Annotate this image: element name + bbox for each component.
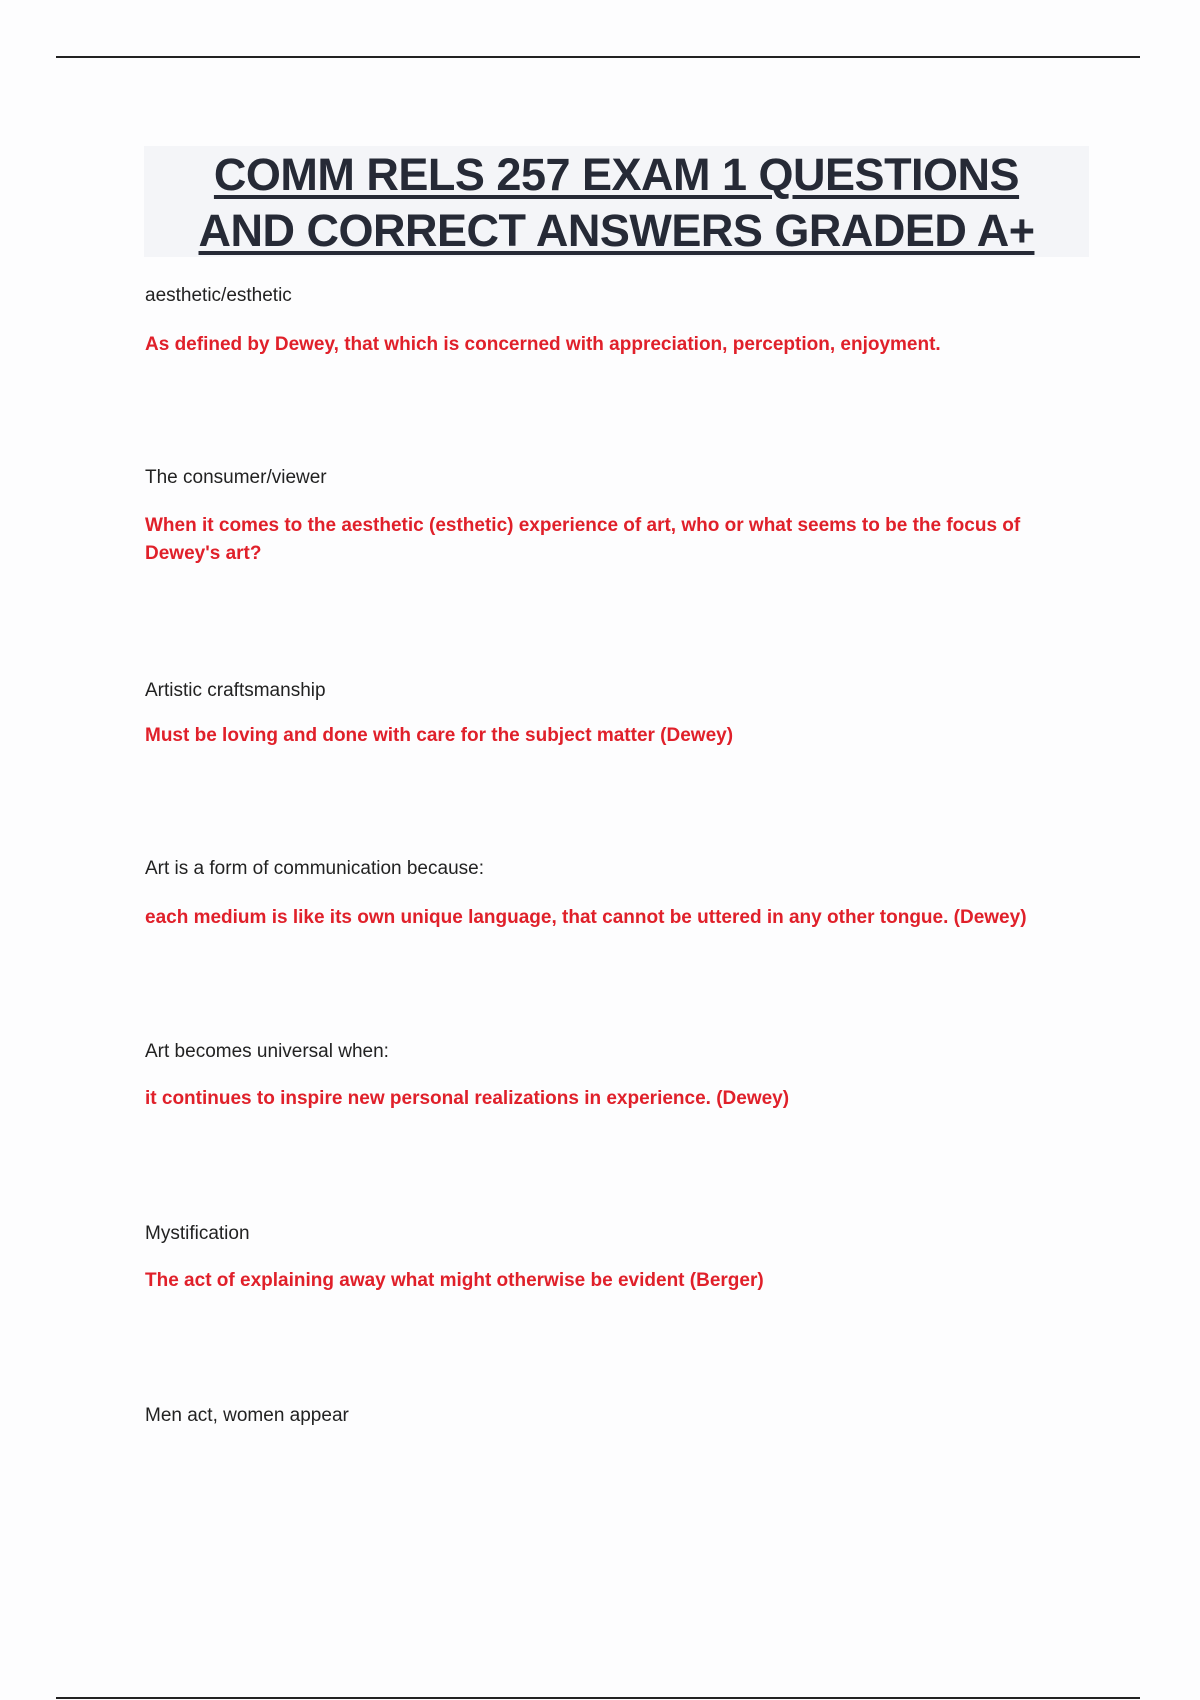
question-term: Art is a form of communication because: bbox=[145, 858, 484, 879]
question-term: The consumer/viewer bbox=[145, 467, 327, 488]
question-term: Art becomes universal when: bbox=[145, 1041, 389, 1062]
answer: Must be loving and done with care for the subject matter (Dewey) bbox=[145, 725, 734, 746]
answer: When it comes to the aesthetic (esthetic) experience of art, who or what seems to be the focus of Dewey's art? bbox=[145, 515, 1021, 564]
top-rule bbox=[56, 56, 1140, 58]
answer: each medium is like its own unique language, that cannot be uttered in any other tongue. (Dewey) bbox=[145, 907, 1027, 928]
answer: it continues to inspire new personal realizations in experience. (Dewey) bbox=[145, 1088, 790, 1109]
question-term: Men act, women appear bbox=[145, 1405, 349, 1426]
bottom-rule bbox=[56, 1697, 1140, 1699]
title-line-2: AND CORRECT ANSWERS GRADED A+ bbox=[198, 205, 1035, 256]
answer: As defined by Dewey, that which is concerned with appreciation, perception, enjoyment. bbox=[145, 334, 941, 355]
title-line-1: COMM RELS 257 EXAM 1 QUESTIONS bbox=[213, 149, 1020, 200]
question-term: aesthetic/esthetic bbox=[145, 285, 292, 306]
question-term: Mystification bbox=[145, 1223, 250, 1244]
answer: The act of explaining away what might otherwise be evident (Berger) bbox=[145, 1270, 764, 1291]
question-term: Artistic craftsmanship bbox=[145, 680, 326, 701]
document-title bbox=[144, 146, 1089, 257]
